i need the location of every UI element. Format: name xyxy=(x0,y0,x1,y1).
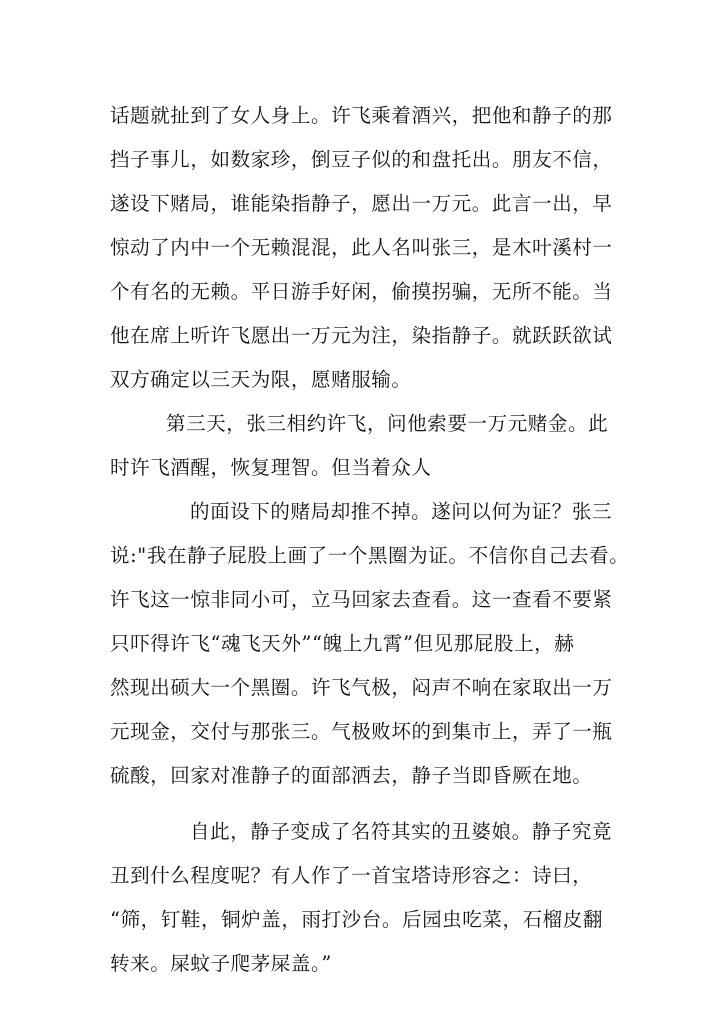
paragraph-4-line-4: 转来。屎蚊子爬茅屎盖。” xyxy=(110,952,332,975)
paragraph-3-line-5: 然现出硕大一个黑圈。许飞气极，闷声不响在家取出一万 xyxy=(110,676,613,699)
paragraph-2-line-1: 第三天，张三相约许飞，问他索要一万元赌金。此 xyxy=(166,412,609,435)
paragraph-1-line-5: 个有名的无赖。平日游手好闲，偷摸拐骗，无所不能。当 xyxy=(110,280,613,303)
paragraph-3-line-4: 只吓得许飞“魂飞天外”“魄上九霄”但见那屁股上，赫 xyxy=(110,632,575,655)
paragraph-1-line-2: 挡子事儿，如数家珍，倒豆子似的和盘托出。朋友不信， xyxy=(110,148,613,171)
paragraph-3-line-7: 硫酸，回家对准静子的面部洒去，静子当即昏厥在地。 xyxy=(110,764,593,787)
paragraph-3-line-1: 的面设下的赌局却推不掉。遂问以何为证？张三 xyxy=(190,500,613,523)
paragraph-2-line-2: 时许飞酒醒，恢复理智。但当着众人 xyxy=(110,456,432,479)
paragraph-3-line-6: 元现金，交付与那张三。气极败坏的到集市上，弄了一瓶 xyxy=(110,720,613,743)
paragraph-4-line-3: “筛，钉鞋，铜炉盖，雨打沙台。后园虫吃菜，石榴皮翻 xyxy=(110,908,603,931)
paragraph-3-line-3: 许飞这一惊非同小可，立马回家去查看。这一查看不要紧 xyxy=(110,588,613,611)
paragraph-1-line-7: 双方确定以三天为限，愿赌服输。 xyxy=(110,368,412,391)
paragraph-4-line-1: 自此，静子变成了名符其实的丑婆娘。静子究竟 xyxy=(190,820,613,843)
paragraph-1-line-3: 遂设下赌局，谁能染指静子，愿出一万元。此言一出，早 xyxy=(110,192,613,215)
paragraph-4-line-2: 丑到什么程度呢？有人作了一首宝塔诗形容之：诗曰， xyxy=(110,864,593,887)
paragraph-3-line-2: 说:"我在静子屁股上画了一个黑圈为证。不信你自己去看。 xyxy=(110,544,630,567)
paragraph-1-line-1: 话题就扯到了女人身上。许飞乘着酒兴，把他和静子的那 xyxy=(110,104,613,127)
paragraph-1-line-6: 他在席上听许飞愿出一万元为注，染指静子。就跃跃欲试 xyxy=(110,324,613,347)
paragraph-1-line-4: 惊动了内中一个无赖混混，此人名叫张三，是木叶溪村一 xyxy=(110,236,613,259)
